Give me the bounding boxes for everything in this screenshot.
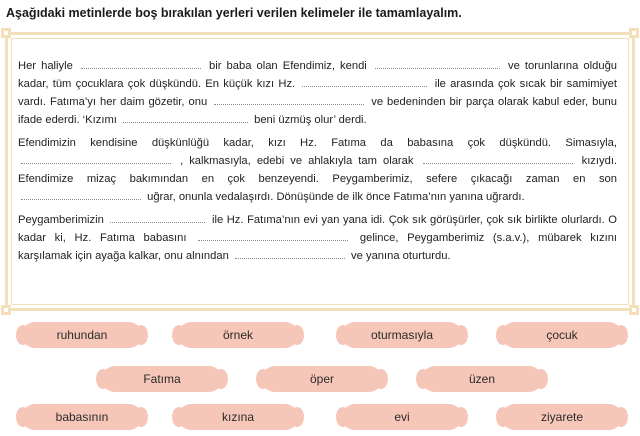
blank-field[interactable] xyxy=(21,189,141,200)
word-label: öper xyxy=(309,372,335,386)
word-card-fatima[interactable] xyxy=(102,366,222,392)
text-segment: ile arasında çok sıcak bir samimiyet vardı. Fatıma’yı her daim gözetir, onu xyxy=(18,78,618,109)
word-card-ruhundan[interactable] xyxy=(22,322,142,348)
word-card-ornek[interactable] xyxy=(178,322,298,348)
word-card-cocuk[interactable] xyxy=(502,322,622,348)
paragraph-1 xyxy=(18,57,617,129)
frame-corner-ornament xyxy=(1,305,11,315)
word-label: ruhundan xyxy=(56,328,108,342)
text-segment: , kalkmasıyla, edebi ve ahlakıyla tam olarak xyxy=(180,154,414,167)
blank-field[interactable] xyxy=(198,230,348,241)
word-card-oper[interactable] xyxy=(262,366,382,392)
word-label: çocuk xyxy=(546,328,578,342)
blank-field[interactable] xyxy=(110,212,205,223)
blank-field[interactable] xyxy=(81,58,201,69)
frame-corner-ornament xyxy=(1,28,11,38)
text-segment: ve torunlarına olduğu kadar, tüm çocuklara çok düşkündü. En küçük kızı Hz. xyxy=(18,60,618,91)
blank-field[interactable] xyxy=(123,112,248,123)
blank-field[interactable] xyxy=(375,58,500,69)
text-segment: Her haliyle xyxy=(18,60,73,72)
blank-field[interactable] xyxy=(214,94,364,105)
blank-field[interactable] xyxy=(302,76,427,87)
text-segment: ve bedeninden bir parça olarak kabul eder, bunu ifade ederdi. ‘Kızımı xyxy=(18,96,617,127)
word-label: Fatıma xyxy=(143,372,181,386)
text-segment: Peygamberimizin xyxy=(18,213,104,226)
paragraph-2 xyxy=(18,134,617,206)
text-segment: gelince, Peygamberimiz (s.a.v.), mübarek kızını karşılamak için ayağa kalkar, onu alnından xyxy=(18,231,618,262)
word-card-oturmasiyla[interactable] xyxy=(342,322,462,348)
word-card-babasinin[interactable] xyxy=(22,404,142,430)
word-card-evi[interactable] xyxy=(342,404,462,430)
paragraph-3 xyxy=(18,211,617,265)
word-label: üzen xyxy=(468,372,496,386)
word-card-kizina[interactable] xyxy=(178,404,298,430)
text-segment: ile Hz. Fatıma’nın evi yan yana idi. Çok sık görüşürler, çok sık birlikte olurlardı. O kadar ki, Hz. Fatıma babasını xyxy=(18,213,617,244)
frame-corner-ornament xyxy=(629,305,639,315)
blank-field[interactable] xyxy=(423,153,573,164)
word-label: babasının xyxy=(55,410,109,424)
word-label: oturmasıyla xyxy=(370,328,434,342)
blank-field[interactable] xyxy=(235,248,345,259)
word-label: ziyarete xyxy=(540,410,584,424)
word-card-ziyarete[interactable] xyxy=(502,404,622,430)
text-segment: Efendimizin kendisine düşkünlüğü kadar, kızı Hz. Fatıma da babasına çok düşkündü. Simasıyla, xyxy=(18,136,617,149)
word-label: evi xyxy=(394,410,410,424)
text-segment: bir baba olan Efendimiz, kendi xyxy=(209,60,367,72)
instruction-heading: Aşağıdaki metinlerde boş bırakılan yerleri verilen kelimeler ile tamamlayalım. xyxy=(6,6,462,20)
text-segment: uğrar, onunla vedalaşırdı. Dönüşünde de ilk önce Fatıma’nın yanına uğrardı. xyxy=(147,191,525,204)
text-segment: beni üzmüş olur’ derdi. xyxy=(254,114,367,127)
word-card-uzen[interactable] xyxy=(422,366,542,392)
frame-corner-ornament xyxy=(629,28,639,38)
passage xyxy=(18,57,617,270)
word-label: kızına xyxy=(221,410,254,424)
text-segment: ve yanına oturturdu. xyxy=(351,249,451,262)
word-label: örnek xyxy=(222,328,254,342)
blank-field[interactable] xyxy=(21,153,171,164)
text-segment: kızıydı. Efendimize mizaç bakımından en çok benzeyendi. Peygamberimiz, sefere çıkacağı zaman en son xyxy=(18,154,618,186)
